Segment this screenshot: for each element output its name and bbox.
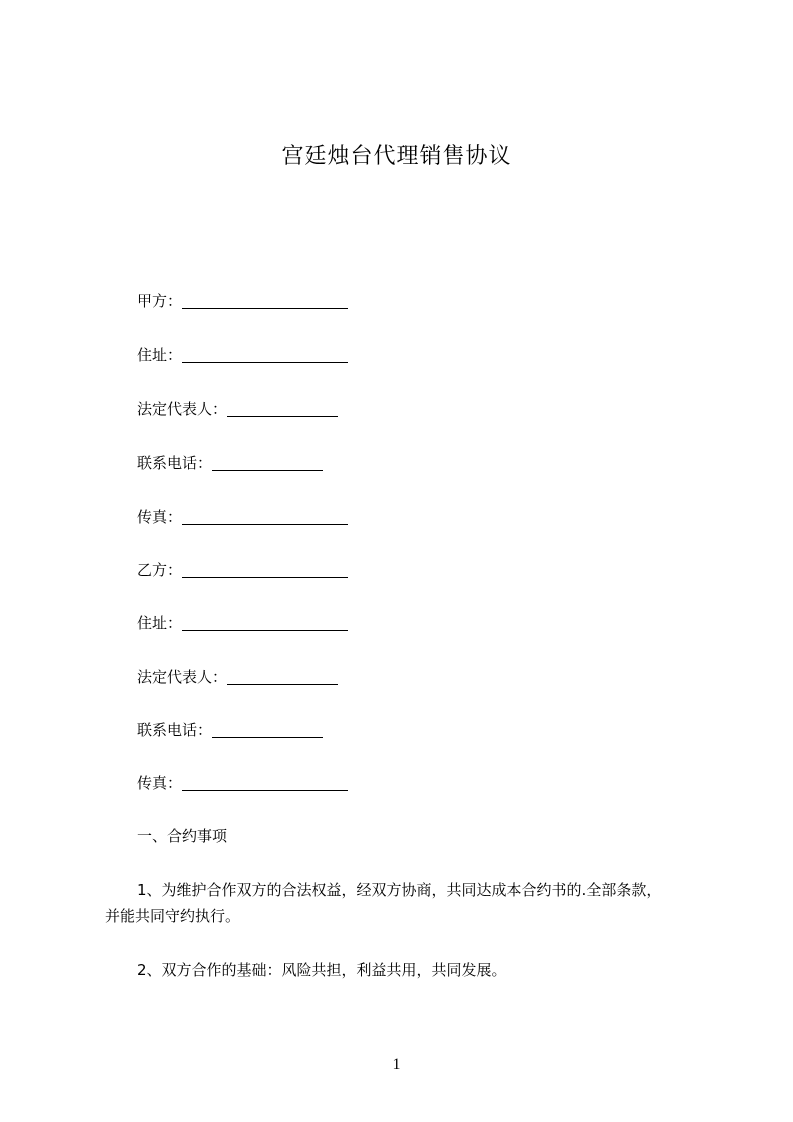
section-1-item-1-line-1: 1、为维护合作双方的合法权益，经双方协商，共同达成本合约书的.全部条款， — [137, 881, 662, 899]
party-b-fax-blank — [182, 774, 348, 791]
page-number: 1 — [392, 1056, 401, 1073]
section-1-heading: 一、合约事项 — [137, 827, 228, 845]
party-a-name-field — [137, 289, 348, 313]
party-a-legal-rep-blank — [227, 400, 338, 417]
party-b-address-blank — [182, 614, 348, 631]
party-a-phone-field — [137, 451, 323, 475]
party-a-legal-rep-label: 法定代表人： — [137, 400, 228, 418]
party-a-legal-rep-field — [137, 397, 338, 421]
party-a-fax-label: 传真： — [137, 508, 183, 526]
party-a-name-label: 甲方： — [137, 292, 183, 310]
party-b-legal-rep-label: 法定代表人： — [137, 668, 228, 686]
party-b-phone-blank — [212, 721, 323, 738]
party-a-phone-label: 联系电话： — [137, 454, 213, 472]
party-a-fax-blank — [182, 508, 348, 525]
party-b-name-label: 乙方： — [137, 561, 183, 579]
party-a-name-blank — [182, 292, 348, 309]
party-b-name-field — [137, 558, 348, 582]
party-a-phone-blank — [212, 454, 323, 471]
party-a-address-blank — [182, 346, 348, 363]
party-b-legal-rep-blank — [227, 668, 338, 685]
party-a-address-field — [137, 343, 348, 367]
party-b-fax-field — [137, 771, 348, 795]
party-a-address-label: 住址： — [137, 346, 183, 364]
party-b-phone-field — [137, 718, 323, 742]
section-1-item-1-line-2: 并能共同守约执行。 — [105, 907, 241, 925]
section-1-item-2: 2、双方合作的基础：风险共担，利益共用，共同发展。 — [137, 961, 507, 979]
party-b-address-field — [137, 611, 348, 635]
document-title: 宫廷烛台代理销售协议 — [281, 144, 512, 169]
party-a-fax-field — [137, 505, 348, 529]
party-b-address-label: 住址： — [137, 614, 183, 632]
party-b-fax-label: 传真： — [137, 774, 183, 792]
party-b-phone-label: 联系电话： — [137, 721, 213, 739]
party-b-legal-rep-field — [137, 665, 338, 689]
party-b-name-blank — [182, 561, 348, 578]
